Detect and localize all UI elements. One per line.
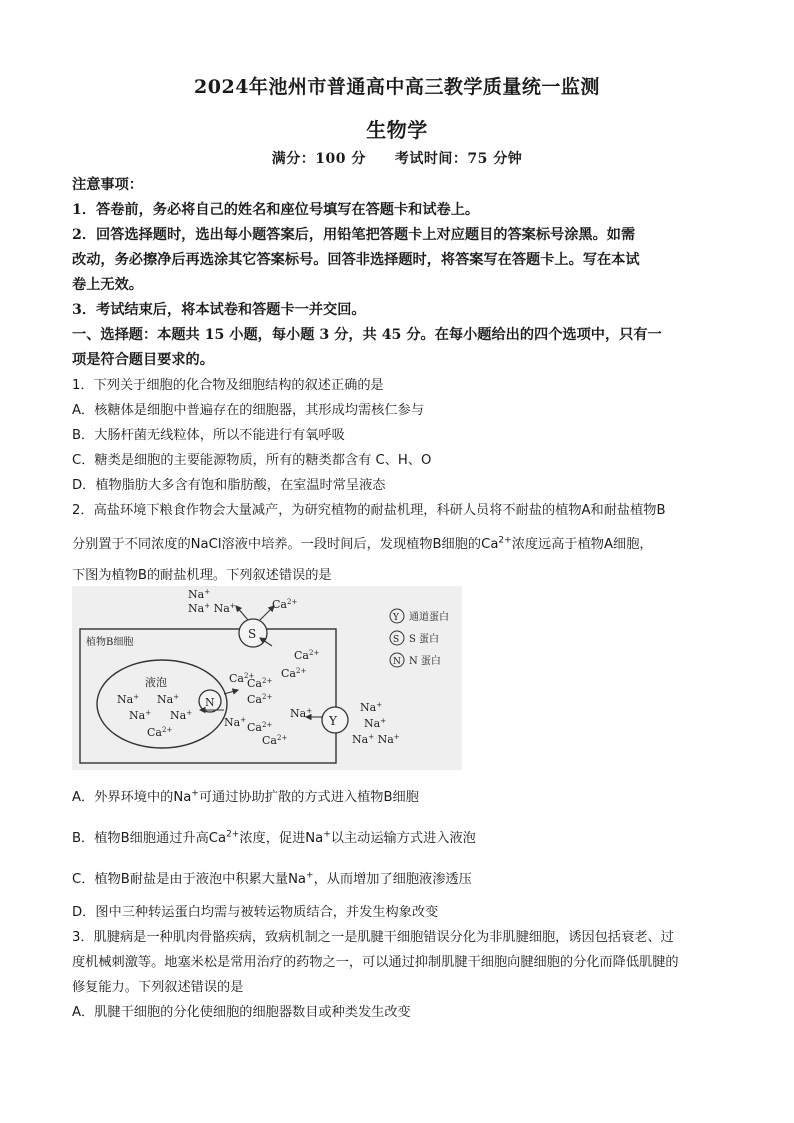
svg-text:Na+: Na+ [290,707,313,720]
exam-title: 2024年池州市普通高中高三教学质量统一监测 [194,76,600,98]
svg-text:N: N [393,657,401,667]
q2-option-c: C．植物B耐盐是由于液泡中积累大量Na+，从而增加了细胞液渗透压 [72,870,472,887]
svg-text:Y: Y [393,613,399,623]
q2-stem-line-2: 分别置于不同浓度的NaCl溶液中培养。一段时间后，发现植物B细胞的$Ca^{2+}$浓度远高于植物A细胞， [72,535,653,552]
svg-text:Na+: Na+ [129,709,152,722]
svg-text:Ca2+: $Ca^{2+}$ [262,734,288,747]
svg-text:Ca2+: $Ca^{2+}$ [281,667,307,680]
svg-text:Na+: Na+ [157,693,180,706]
q2-stem-line-1: 2．高盐环境下粮食作物会大量减产，为研究植物的耐盐机理，科研人员将不耐盐的植物A和耐盐植物B [72,503,666,518]
svg-text:Na+: Na+ [117,693,140,706]
svg-text:S 蛋白: S 蛋白 [409,634,440,645]
svg-text:Ca2+: $Ca^{2+}$ [294,649,320,662]
svg-text:Na+: Na+ [188,588,211,601]
svg-text:Ca2+: $Ca^{2+}$ [247,677,273,690]
na-efflux-arrow [236,606,248,620]
vacuole-label: 液泡 [145,676,167,689]
q3-stem-line-2: 度机械刺激等。地塞米松是常用治疗的药物之一，可以通过抑制肌腱干细胞向腱细胞的分化而降低肌腱的 [72,955,679,970]
svg-text:Na+: Na+ [224,716,247,729]
notice-item-3: 3．考试结束后，将本试卷和答题卡一并交回。 [72,302,366,318]
svg-text:N: N [205,696,215,709]
svg-text:Ca2+: $Ca^{2+}$ [147,726,173,739]
q2-stem-line-3: 下图为植物B的耐盐机理。下列叙述错误的是 [72,568,332,583]
svg-text:N 蛋白: N 蛋白 [409,656,441,667]
notice-item-2-line-2: 改动，务必擦净后再选涂其它答案标号。回答非选择题时，将答案写在答题卡上。写在本试 [72,252,640,268]
svg-text:Ca2+: $Ca^{2+}$ [247,693,273,706]
q1-option-b: B．大肠杆菌无线粒体，所以不能进行有氧呼吸 [72,428,345,443]
salt-tolerance-diagram [72,586,462,770]
score-info: 满分：100 分 考试时间：75 分钟 [271,151,523,167]
q3-stem-line-3: 修复能力。下列叙述错误的是 [72,980,244,995]
svg-text:Y: Y [329,714,337,728]
svg-text:S: S [393,635,400,645]
q1-stem: 1．下列关于细胞的化合物及细胞结构的叙述正确的是 [72,378,384,393]
notice-item-2-line-1: 2．回答选择题时，选出每小题答案后，用铅笔把答题卡上对应题目的答案标号涂黑。如需 [72,227,636,243]
section-1-line-1: 一、选择题：本题共 15 小题，每小题 3 分，共 45 分。在每小题给出的四个选项中，只有一 [72,327,662,343]
svg-text:Na+ Na+: Na+ Na+ [352,733,400,746]
q2-option-a: A．外界环境中的Na+可通过协助扩散的方式进入植物B细胞 [72,788,419,805]
notice-item-2-line-3: 卷上无效。 [72,277,143,293]
svg-text:Na+: Na+ [364,717,387,730]
notice-heading: 注意事项： [72,177,143,193]
q3-option-a: A．肌腱干细胞的分化使细胞的细胞器数目或种类发生改变 [72,1005,411,1020]
svg-text:Na+ Na+: Na+ Na+ [188,602,236,615]
diagram-legend [390,609,449,667]
cell-label: 植物B细胞 [86,637,134,648]
notice-item-1: 1．答卷前，务必将自己的姓名和座位号填写在答题卡和试卷上。 [72,202,480,218]
subject-title: 生物学 [366,118,428,142]
svg-text:Ca2+: $Ca^{2+}$ [247,721,273,734]
q1-option-a: A．核糖体是细胞中普遍存在的细胞器，其形成均需核仁参与 [72,403,424,418]
svg-text:Ca2+: $Ca^{2+}$ [272,598,298,611]
q1-option-c: C．糖类是细胞的主要能源物质，所有的糖类都含有 C、H、O [72,453,432,468]
q2-option-d: D．图中三种转运蛋白均需与被转运物质结合，并发生构象改变 [72,905,439,920]
svg-text:Ca2+: $Ca^{2+}$ [229,672,255,685]
section-1-line-2: 项是符合题目要求的。 [72,352,214,368]
q1-option-d: D．植物脂肪大多含有饱和脂肪酸，在室温时常呈液态 [72,478,386,493]
svg-text:Na+: Na+ [360,701,383,714]
ca-to-cytoplasm-arrow [224,690,238,694]
q3-stem-line-1: 3．肌腱病是一种肌肉骨骼疾病，致病机制之一是肌腱干细胞错误分化为非肌腱细胞，诱因包括衰老、过 [72,930,674,945]
svg-text:S: S [248,627,257,641]
svg-text:通道蛋白: 通道蛋白 [409,612,449,623]
q2-option-b: B．植物B细胞通过升高$Ca^{2+}$浓度，促进Na+以主动运输方式进入液泡 [72,829,476,846]
svg-text:Na+: Na+ [170,709,193,722]
